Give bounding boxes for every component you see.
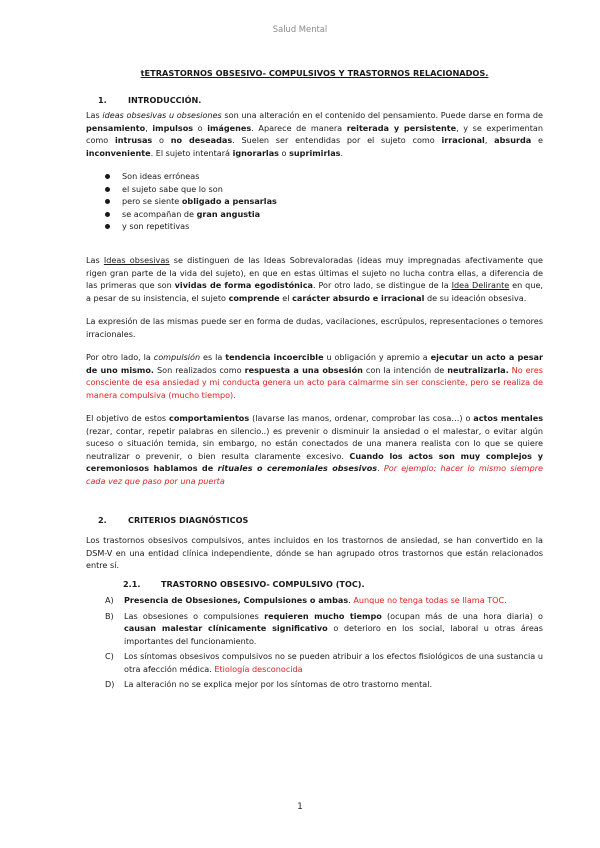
document-body bbox=[86, 67, 543, 694]
section-2-heading: 2. CRITERIOS DIAGNÓSTICOS bbox=[98, 514, 249, 525]
behaviors-paragraph: El objetivo de estos comportamientos (lavarse las manos, ordenar, comprobar las cosa…) o actos mentales (rezar, contar, repetir palabras en silencio..) es prevenir o disminuir la ansiedad o el malestar, o evitar algún suceso o situación temida, sin embargo, no están conectados de una manera realista con lo que se quiere neutralizar o prevenir, o bien resulta claramente excesivo. Cuando los actos son muy complejos y ceremoniosos hablamos de rituales o ceremoniales obsesivos. Por ejemplo: hacer lo mismo siempre cada vez que paso por una puerta bbox=[86, 413, 544, 486]
page-number: 1 bbox=[297, 802, 303, 812]
section-1-heading: 1. INTRODUCCIÓN. bbox=[98, 94, 202, 105]
criterion-c: C) Los síntomas obsesivos compulsivos no se pueden atribuir a los efectos fisiológicos de una sustancia u otra afección médica. Etiología desconocida bbox=[105, 651, 543, 674]
running-header: Salud Mental bbox=[272, 24, 328, 34]
subsection-2-1-heading: 2.1. TRASTORNO OBSESIVO- COMPULSIVO (TOC). bbox=[123, 578, 365, 589]
diagnostic-criteria-list bbox=[86, 594, 543, 691]
criterion-b: B) Las obsesiones o compulsiones requieren mucho tiempo (ocupan más de una hora diaria) o causan malestar clínicamente significativo o deterioro en los social, laboral u otras áreas importantes del funcionamiento. bbox=[105, 610, 544, 646]
bullet-icon bbox=[105, 224, 110, 229]
document-title: tETRASTORNOS OBSESIVO- COMPULSIVOS Y TRASTORNOS RELACIONADOS. bbox=[140, 68, 489, 78]
bullet-icon bbox=[105, 187, 110, 192]
bullet-icon bbox=[105, 199, 110, 204]
list-item: pero se siente obligado a pensarlas bbox=[105, 195, 543, 208]
distinction-paragraph: Las Ideas obsesivas se distinguen de las Ideas Sobrevaloradas (ideas muy impregnadas afectivamente que rigen gran parte de la vida del sujeto), en que en estas últimas el sujeto no lucha contra ellas, a diferencia de las primeras que son vividas de forma egodistónica. Por otro lado, se distingue de la Idea Delirante en que, a pesar de su insistencia, el sujeto comprende el carácter absurdo e irracional de su ideación obsesiva. bbox=[86, 255, 544, 303]
compulsion-paragraph: Por otro lado, la compulsión es la tendencia incoercible u obligación y apremio a ejecutar un acto a pesar de uno mismo. Son realizados como respuesta a una obsesión con la intención de neutralizarla. No eres consciente de esa ansiedad y mi conducta genera un acto para calmarme sin ser consciente, pero se realiza de manera compulsiva (mucho tiempo). bbox=[86, 352, 544, 400]
criterion-a: A) Presencia de Obsesiones, Compulsiones o ambas. Aunque no tenga todas se llama TOC. bbox=[105, 595, 507, 606]
obsession-traits-list bbox=[86, 170, 543, 233]
expression-paragraph: La expresión de las mismas puede ser en forma de dudas, vacilaciones, escrúpulos, representaciones o temores irracionales. bbox=[86, 316, 543, 339]
intro-paragraph: Las ideas obsesivas u obsesiones son una alteración en el contenido del pensamiento. Puede darse en forma de pensamiento, impulsos o imágenes. Aparece de manera reiterada y persistente, y se experimentan como intrusas o no deseadas. Suelen ser entendidas por el sujeto como irracional, absurda e inconveniente. El sujeto intentará ignorarlas o suprimirlas. bbox=[86, 110, 544, 158]
bullet-icon bbox=[105, 174, 110, 179]
list-item: Son ideas erróneas bbox=[105, 170, 543, 183]
criterion-d: D) La alteración no se explica mejor por los síntomas de otro trastorno mental. bbox=[105, 679, 433, 690]
list-item: el sujeto sabe que lo son bbox=[105, 183, 543, 196]
bullet-icon bbox=[105, 212, 110, 217]
list-item: se acompañan de gran angustia bbox=[105, 208, 543, 221]
criteria-intro-paragraph: Los trastornos obsesivos compulsivos, antes incluidos en los trastornos de ansiedad, se han convertido en la DSM-V en una entidad clínica independiente, dónde se han agrupado otros trastornos que están relacionados entre sí. bbox=[86, 535, 543, 571]
list-item: y son repetitivas bbox=[105, 220, 543, 233]
